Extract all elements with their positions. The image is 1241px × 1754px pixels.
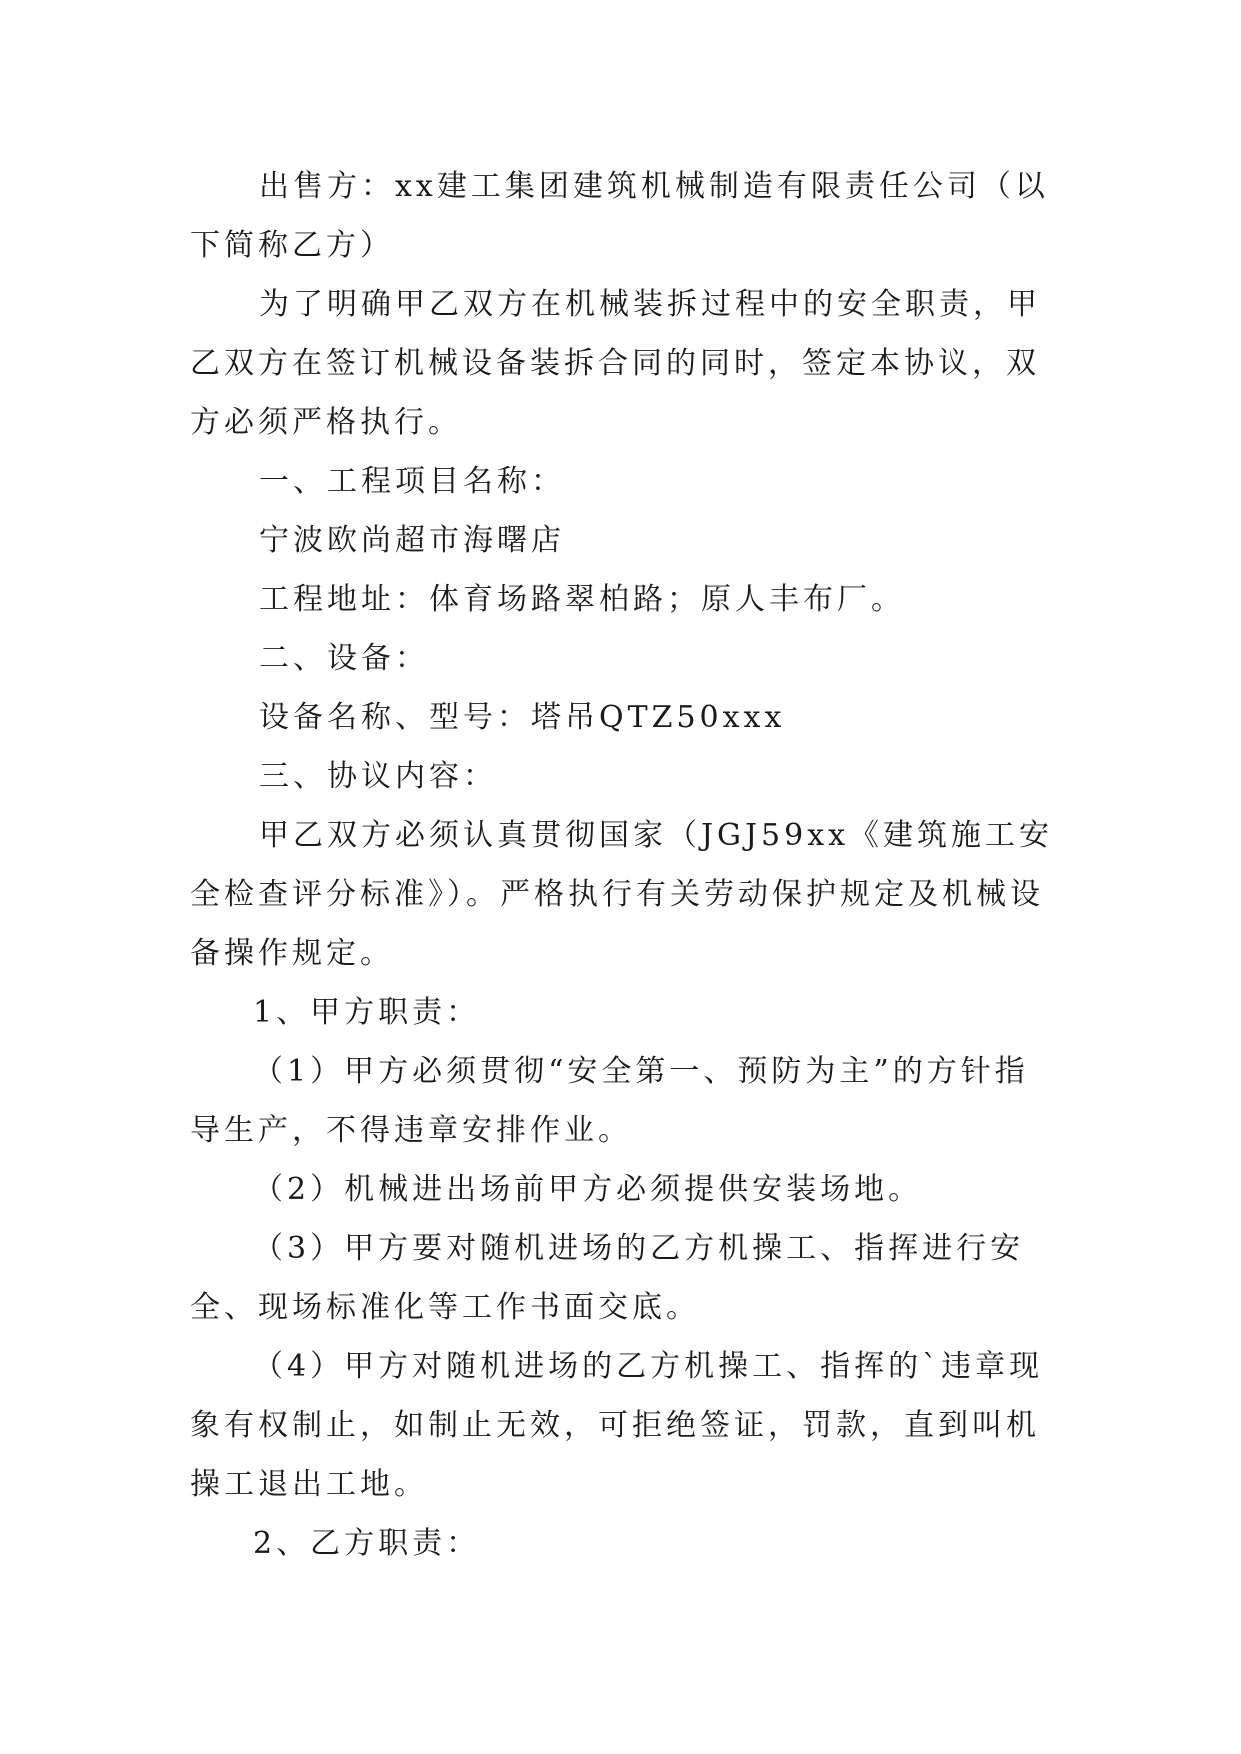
section3-heading: 三、协议内容：: [259, 759, 497, 794]
party-a-item-3: （3）甲方要对随机进场的乙方机操工、指挥进行安全、现场标准化等工作书面交底。: [190, 1231, 1025, 1325]
party-a-item-2: （2）机械进出场前甲方必须提供安装场地。: [253, 1172, 923, 1207]
equipment-model: 设备名称、型号：塔吊QTZ50xxx: [259, 700, 786, 735]
section2-heading: 二、设备：: [259, 641, 429, 676]
party-a-item-4: （4）甲方对随机进场的乙方机操工、指挥的`违章现象有权制止，如制止无效，可拒绝签证，罚款，直到叫机操工退出工地。: [190, 1349, 1044, 1502]
party-a-heading: 1、甲方职责：: [253, 995, 481, 1030]
party-b-heading: 2、乙方职责：: [253, 1526, 481, 1561]
seller-paragraph: 出售方：xx建工集团建筑机械制造有限责任公司（以下简称乙方）: [190, 169, 1049, 263]
document-body: [190, 157, 1060, 1573]
party-a-item-1: （1）甲方必须贯彻“安全第一、预防为主”的方针指导生产，不得违章安排作业。: [190, 1054, 1029, 1148]
project-name: 宁波欧尚超市海曙店: [259, 523, 565, 558]
section1-heading: 一、工程项目名称：: [259, 464, 565, 499]
project-address: 工程地址：体育场路翠柏路；原人丰布厂。: [259, 582, 905, 617]
purpose-paragraph: 为了明确甲乙双方在机械装拆过程中的安全职责，甲乙双方在签订机械设备装拆合同的同时，签定本协议，双方必须严格执行。: [190, 287, 1041, 440]
agreement-body-paragraph: 甲乙双方必须认真贯彻国家（JGJ59xx《建筑施工安全检查评分标准》）。严格执行有关劳动保护规定及机械设备操作规定。: [190, 818, 1054, 971]
